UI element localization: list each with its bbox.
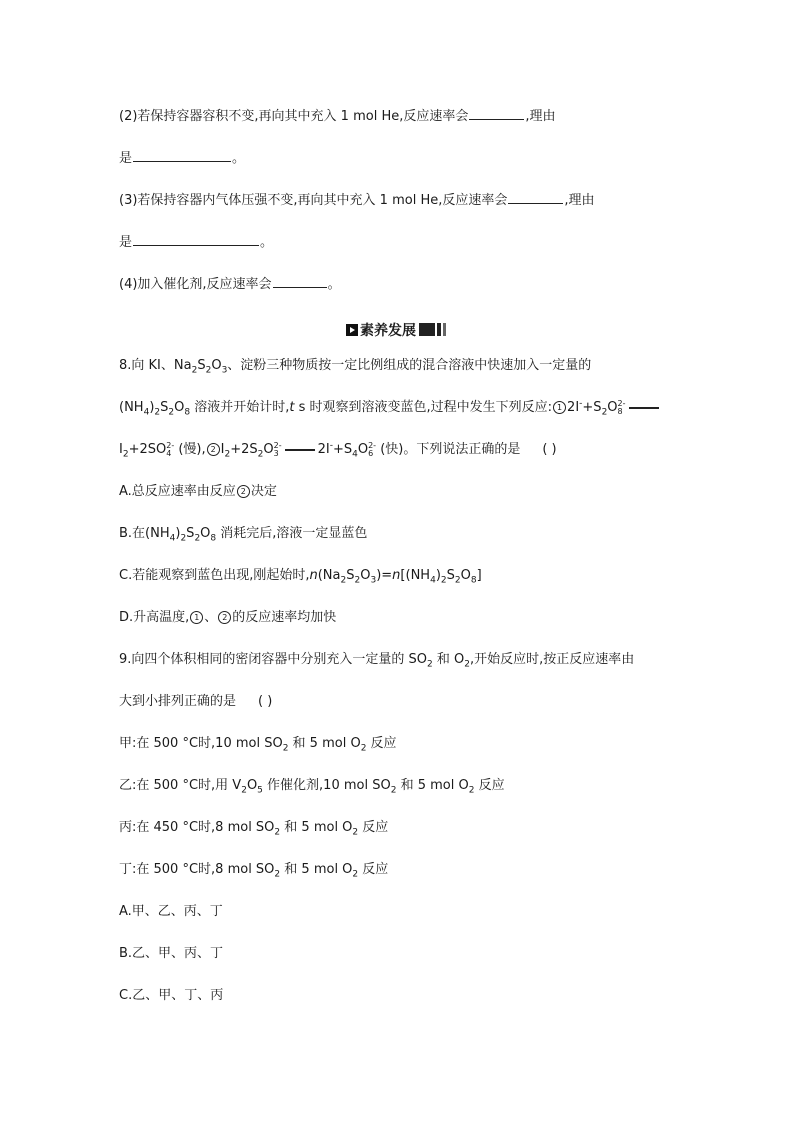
circled-number: 2	[207, 443, 220, 456]
reaction-arrow	[629, 407, 659, 409]
question-8-line-3: $I_2+2SO2-$ 4 (慢), 2 $I_2+2S_2O2-$ 3 $2I^-+S_4O2-$ 6 (快)。下列说法正确的是 ( )	[119, 440, 557, 460]
question-9-line-2: 大到小排列正确的是 ( )	[119, 694, 273, 709]
question-8-line-1: 8.向 KI、$Na_2S_2O_3$、淀粉三种物质按一定比例组成的混合溶液中快速加入一定量的	[119, 358, 592, 376]
question-2-line-2: 是 。	[119, 151, 246, 166]
question-3-line-2: 是 。	[119, 235, 274, 250]
reaction-arrow	[285, 449, 315, 451]
circled-number: 1	[190, 611, 203, 624]
question-8-option-c[interactable]: C.若能观察到蓝色出现,刚起始时$,n(Na_2S_2O_3)=n[(NH_4)_2S_2O_8]$	[119, 568, 482, 586]
question-9-option-a[interactable]: A.甲、乙、丙、丁	[119, 904, 223, 919]
circled-number: 1	[553, 401, 566, 414]
question-2-line-1: (2)若保持容器容积不变,再向其中充入 1 mol He,反应速率会 ,理由	[119, 109, 556, 124]
answer-blank[interactable]	[273, 275, 327, 288]
question-8-option-d[interactable]: D.升高温度, 1 、 2 的反应速率均加快	[119, 610, 337, 625]
section-title: 素养发展	[360, 323, 416, 339]
question-8-option-a[interactable]: A.总反应速率由反应 2 决定	[119, 484, 277, 499]
circled-number: 2	[218, 611, 231, 624]
question-9-condition-jia: 甲:在 500 °C时,10 mol $SO_2$ 和 5 mol $O_2$ 反应	[119, 736, 397, 754]
play-icon	[346, 324, 358, 336]
question-9-line-1: 9.向四个体积相同的密闭容器中分别充入一定量的 $SO_2$ 和 $O_2$,开始反应时,按正反应速率由	[119, 652, 635, 670]
answer-blank[interactable]	[469, 107, 524, 120]
question-9-option-c[interactable]: C.乙、甲、丁、丙	[119, 988, 224, 1003]
question-9-option-b[interactable]: B.乙、甲、丙、丁	[119, 946, 224, 961]
question-8-line-2: $(NH_4)_2S_2O_8$ 溶液并开始计时,t s 时观察到溶液变蓝色,过程中发生下列反应: 1 $2I^-+S_2O2-$ 8	[119, 399, 662, 417]
question-3-line-1: (3)若保持容器内气体压强不变,再向其中充入 1 mol He,反应速率会 ,理由	[119, 193, 595, 208]
answer-paren[interactable]: ( )	[258, 694, 273, 709]
question-4-line-1: (4)加入催化剂,反应速率会 。	[119, 277, 341, 292]
circled-number: 2	[237, 485, 250, 498]
answer-paren[interactable]: ( )	[542, 442, 557, 457]
decorative-bars-icon	[419, 323, 448, 341]
section-header	[0, 322, 794, 341]
answer-blank[interactable]	[133, 149, 231, 162]
question-8-option-b[interactable]: B.在$(NH_4)_2S_2O_8$ 消耗完后,溶液一定显蓝色	[119, 526, 368, 544]
answer-blank[interactable]	[508, 191, 563, 204]
question-9-condition-ding: 丁:在 500 °C时,8 mol $SO_2$ 和 5 mol $O_2$ 反应	[119, 862, 389, 880]
answer-blank[interactable]	[133, 233, 259, 246]
question-9-condition-bing: 丙:在 450 °C时,8 mol $SO_2$ 和 5 mol $O_2$ 反应	[119, 820, 389, 838]
question-9-condition-yi: 乙:在 500 °C时,用 $V_2O_5$ 作催化剂,10 mol $SO_2$ 和 5 mol $O_2$ 反应	[119, 778, 505, 796]
